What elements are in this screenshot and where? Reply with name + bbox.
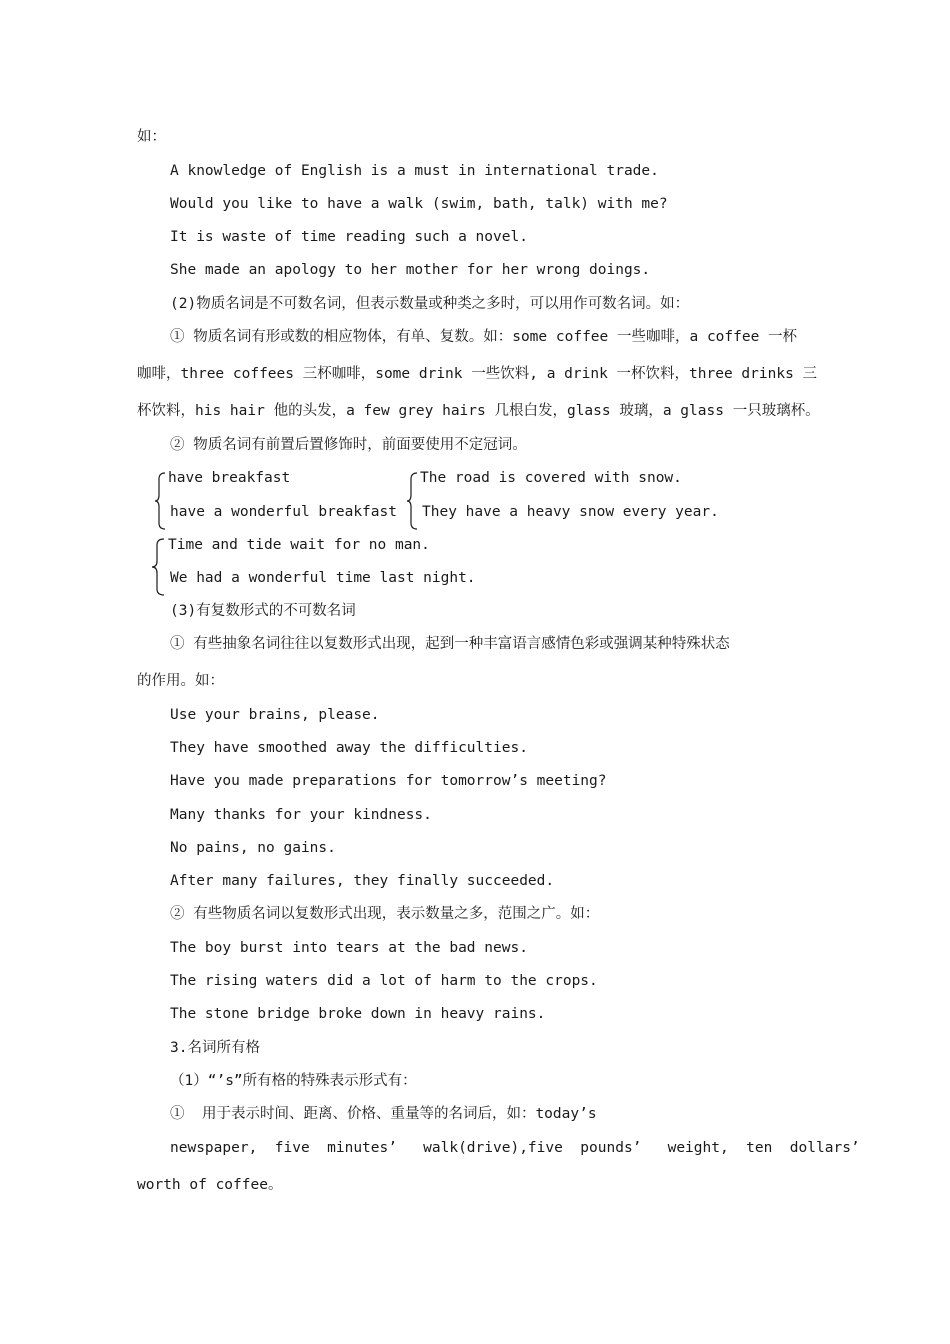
example-sentence: They have smoothed away the difficulties. xyxy=(170,740,528,756)
example-sentence: They have a heavy snow every year. xyxy=(422,504,719,520)
left-brace-icon xyxy=(154,472,166,530)
example-sentence: The road is covered with snow. xyxy=(420,470,682,486)
left-brace-icon xyxy=(151,538,165,596)
paragraph-line: 杯饮料，his hair 他的头发，a few grey hairs 几根白发，glass 玻璃，a glass 一只玻璃杯。 xyxy=(137,403,820,419)
paragraph-line: 的作用。如： xyxy=(137,673,224,689)
example-sentence: Would you like to have a walk (swim, bath, talk) with me? xyxy=(170,196,668,212)
example-sentence: have breakfast xyxy=(168,470,291,486)
example-sentence: We had a wonderful time last night. xyxy=(170,570,476,586)
section-heading: (2)物质名词是不可数名词，但表示数量或种类之多时，可以用作可数名词。如： xyxy=(170,296,690,312)
section-heading: （1）“’s”所有格的特殊表示形式有： xyxy=(170,1073,417,1089)
example-sentence: Time and tide wait for no man. xyxy=(168,537,430,553)
left-brace-icon xyxy=(406,472,418,530)
paragraph-line: worth of coffee。 xyxy=(137,1177,283,1193)
example-sentence: After many failures, they finally succeeded. xyxy=(170,873,555,889)
paragraph-line: ① 有些抽象名词往往以复数形式出现，起到一种丰富语言感情色彩或强调某种特殊状态 xyxy=(170,636,730,652)
paragraph-line: ① 用于表示时间、距离、价格、重量等的名词后，如：today’s xyxy=(170,1106,597,1122)
example-sentence: have a wonderful breakfast xyxy=(170,504,397,520)
example-sentence: No pains, no gains. xyxy=(170,840,336,856)
paragraph-line: ② 有些物质名词以复数形式出现，表示数量之多，范围之广。如： xyxy=(170,906,600,922)
example-sentence: Have you made preparations for tomorrow’s meeting? xyxy=(170,773,607,789)
example-sentence: The rising waters did a lot of harm to the crops. xyxy=(170,973,598,989)
paragraph-line: ① 物质名词有形或数的相应物体，有单、复数。如：some coffee 一些咖啡，a coffee 一杯 xyxy=(170,329,798,345)
paragraph-line: newspaper, five minutes’ walk(drive),five pounds’ weight, ten dollars’ xyxy=(170,1140,860,1156)
paragraph-line: 咖啡，three coffees 三杯咖啡，some drink 一些饮料, a drink 一杯饮料，three drinks 三 xyxy=(137,366,818,382)
example-sentence: It is waste of time reading such a novel. xyxy=(170,229,528,245)
example-sentence: A knowledge of English is a must in international trade. xyxy=(170,163,659,179)
example-sentence: The stone bridge broke down in heavy rains. xyxy=(170,1006,546,1022)
example-sentence: She made an apology to her mother for her wrong doings. xyxy=(170,262,651,278)
example-sentence: Use your brains, please. xyxy=(170,707,380,723)
example-sentence: Many thanks for your kindness. xyxy=(170,807,432,823)
section-heading: 3.名词所有格 xyxy=(170,1040,260,1056)
example-sentence: The boy burst into tears at the bad news. xyxy=(170,940,528,956)
section-heading: (3)有复数形式的不可数名词 xyxy=(170,603,356,619)
paragraph-line: ② 物质名词有前置后置修饰时，前面要使用不定冠词。 xyxy=(170,437,527,453)
text-line: 如： xyxy=(137,129,166,145)
